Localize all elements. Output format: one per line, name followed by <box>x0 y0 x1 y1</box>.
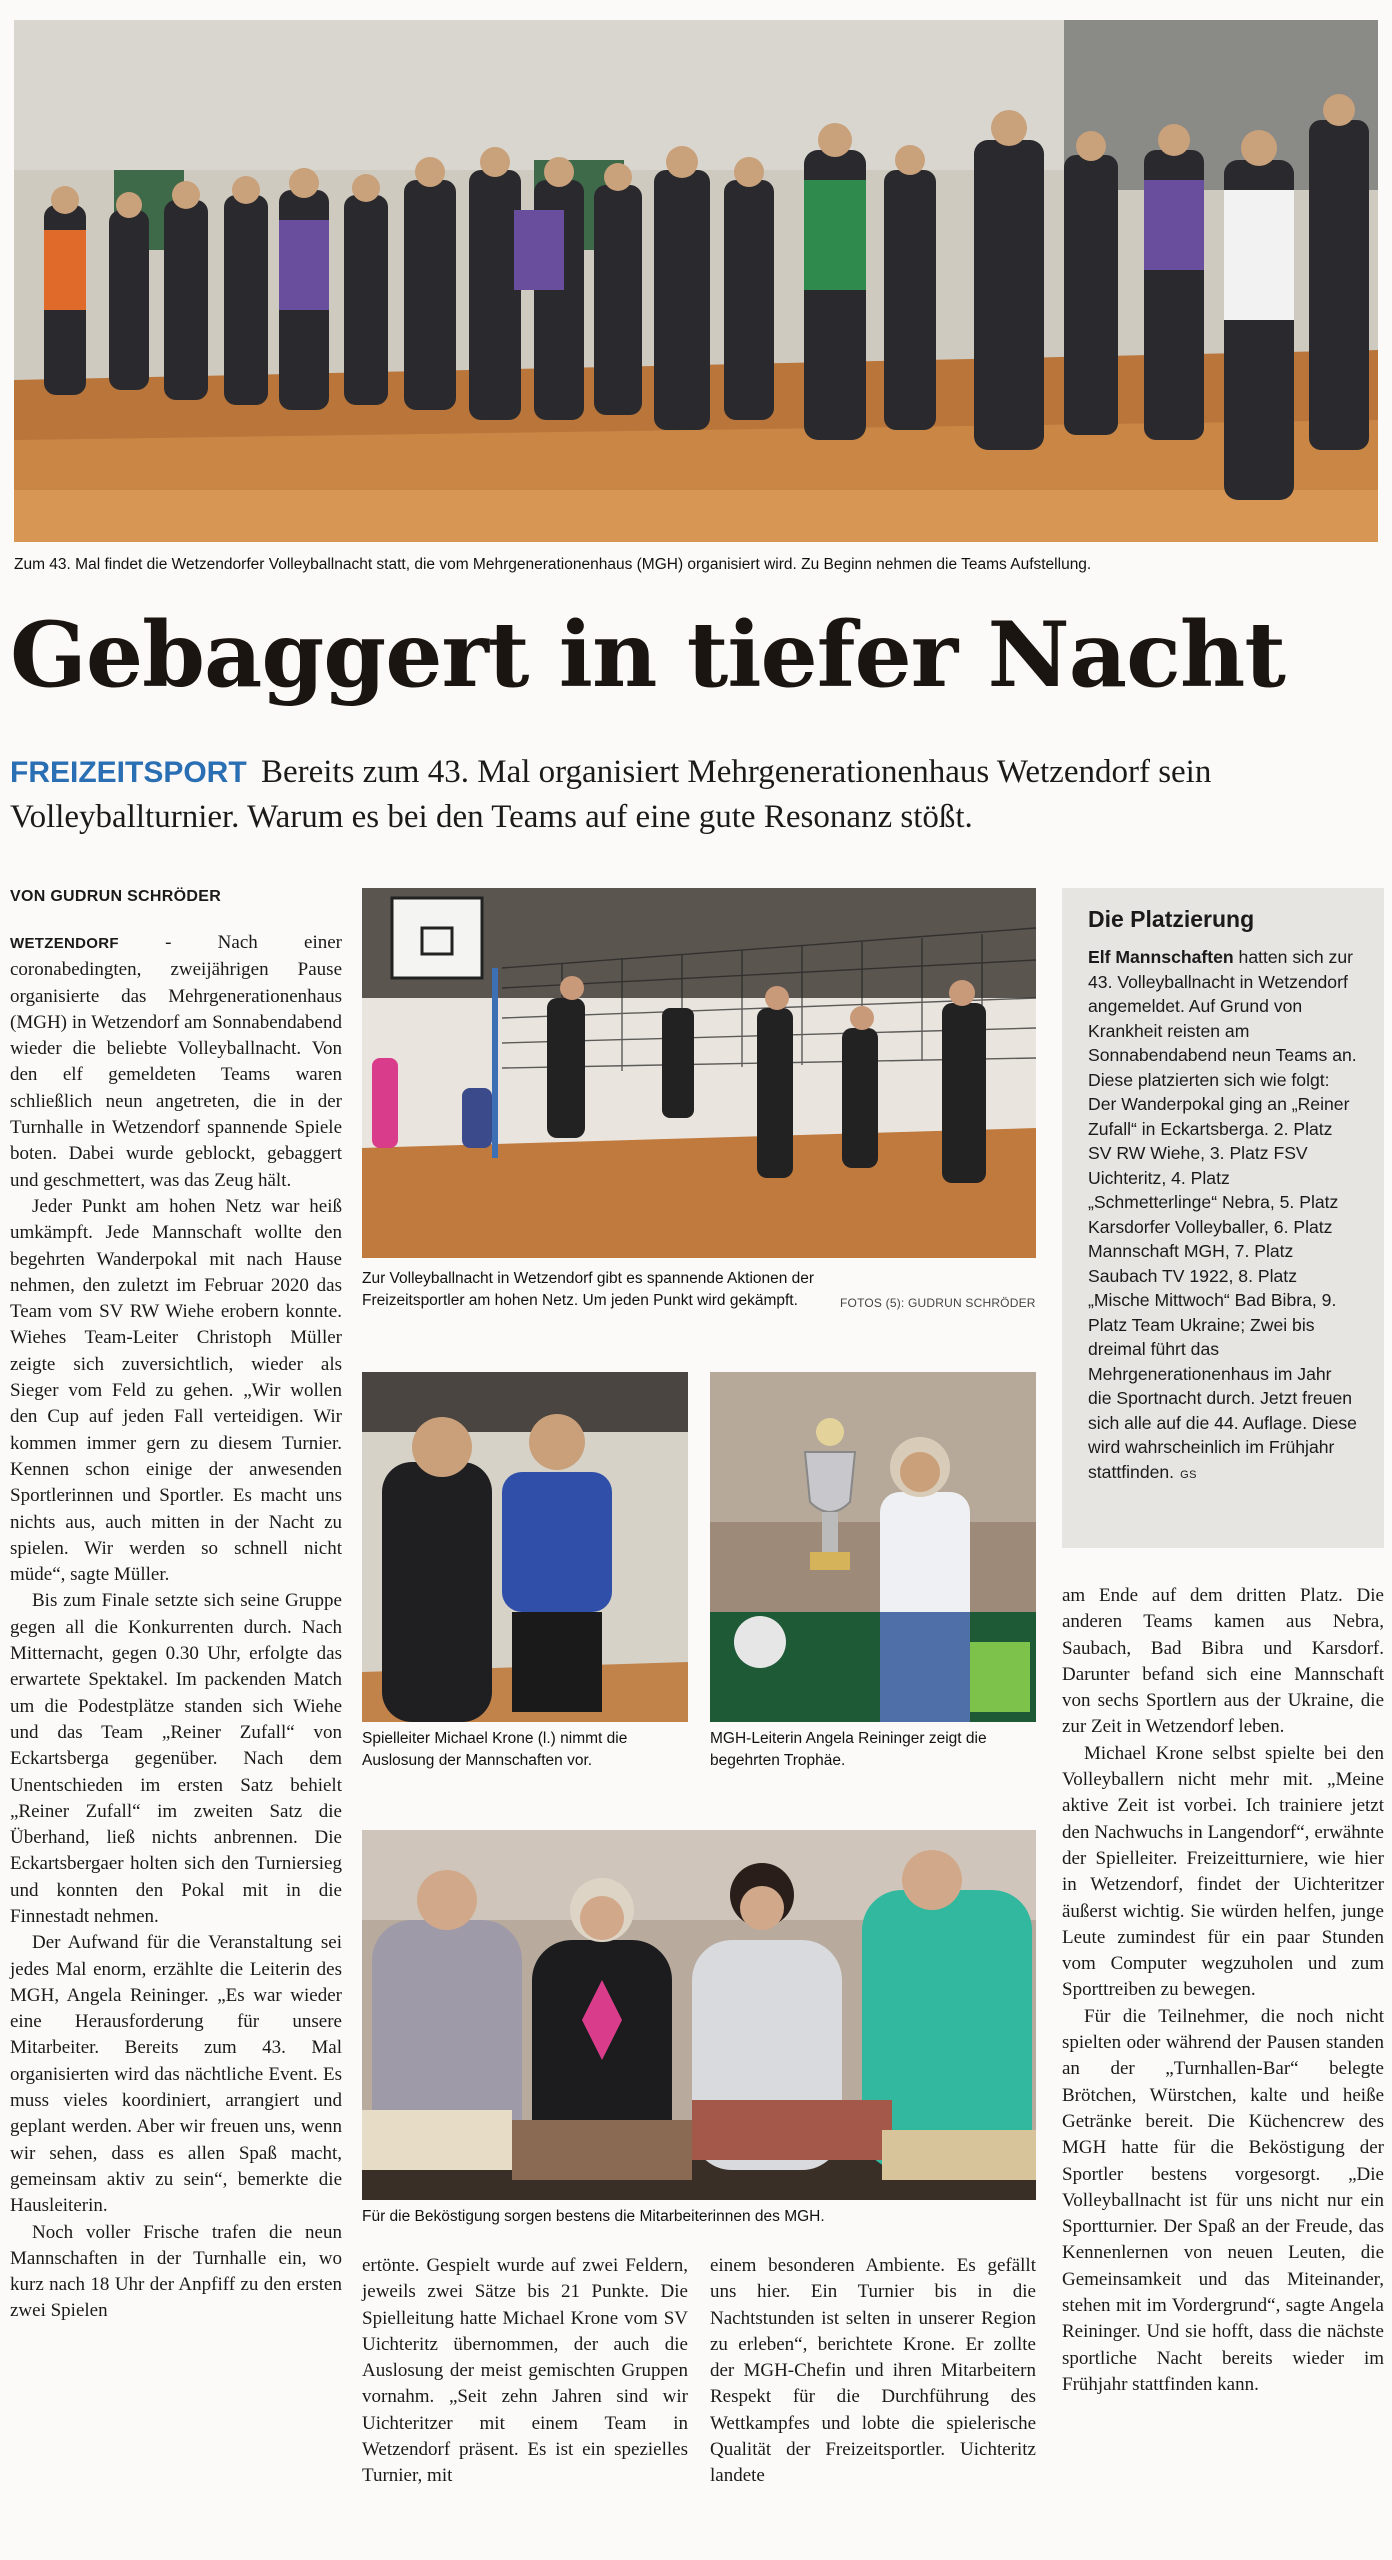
article-paragraph: Für die Teilnehmer, die noch nicht spielten oder während der Pausen standen an der „Turnhallen-Bar“ belegte Brötchen, Würstchen, kalte und heiße Getränke bereit. Die Küchencrew des MGH hatte für die Beköstigung der Sportler bestens vorgesorgt. „Die Volleyballnacht ist für uns nicht nur ein Sportturnier. Der Spaß an der Freude, das Kennenlernen von neuen Leuten, die Gemeinsamkeit und das Miteinander, stehen mit im Vordergrund“, sagte Angela Reininger. Und sie hofft, dass die nächste sportliche Nacht bereits wieder im Frühjahr stattfinden kann. <box>1062 2005 1384 2395</box>
author-initials: GS <box>1180 1468 1197 1481</box>
catering-photo-caption: Für die Beköstigung sorgen bestens die Mitarbeiterinnen des MGH. <box>362 2208 825 2225</box>
article-column-4 <box>1062 1583 1384 2398</box>
dateline: WETZENDORF <box>10 935 119 952</box>
trophy-photo-caption: MGH-Leiterin Angela Reininger zeigt die begehrten Trophäe. <box>710 1730 987 1769</box>
headline: Gebaggert in tiefer Nacht <box>10 602 1285 708</box>
article-paragraph: Jeder Punkt am hohen Netz war heiß umkämpft. Jede Mannschaft wollte den begehrten Wanderpokal mit nach Hause nehmen, den zuletzt im Februar 2020 das Team vom SV RW Wiehe erobern konnte. Wiehes Team-Leiter Christoph Müller zeigte sich zuversichtlich, wieder als Sieger vom Feld zu gehen. „Wir wollen den Cup auf jeden Fall verteidigen. Wir kommen immer gern zu diesem Turnier. Kennen schon einige der anwesenden Sportlerinnen und Sportler. Es macht uns nichts aus, auch mitten in der Nacht zu spielen. Wir werden so schnell nicht müde“, sagte Müller. <box>10 1195 342 1586</box>
draw-photo-caption: Spielleiter Michael Krone (l.) nimmt die Auslosung der Mannschaften vor. <box>362 1730 628 1769</box>
article-paragraph: Michael Krone selbst spielte bei den Volleyballern nicht mehr mit. „Meine aktive Zeit ist vorbei. Ich trainiere jetzt den Nachwuchs in Langendorf“, erwähnte der Spielleiter. Freizeitturniere, wie hier in Wetzendorf, findet der Uichteritzer äußerst wichtig. Sie würden helfen, junge Leute zumindest für ein paar Stunden vom Computer wegzuholen und zum Sporttreiben zu bewegen. <box>1062 1742 1384 2001</box>
article-paragraph: Noch voller Frische trafen die neun Mannschaften in der Turnhalle ein, wo kurz nach 18 Uhr der Anpfiff zu den ersten zwei Spielen <box>10 2221 342 2322</box>
subheadline <box>10 750 1380 839</box>
top-photo-caption: Zum 43. Mal findet die Wetzendorfer Volleyballnacht statt, die vom Mehrgenerationenhaus (MGH) organisiert wird. Zu Beginn nehmen die Teams Aufstellung. <box>14 556 1092 573</box>
catering-photo <box>362 1830 1036 2200</box>
placement-infobox <box>1062 888 1384 1548</box>
section-kicker: FREIZEITSPORT <box>10 756 247 789</box>
article-paragraph: ertönte. Gespielt wurde auf zwei Feldern, jeweils zwei Sätze bis 21 Punkte. Die Spielleitung hatte Michael Krone vom SV Uichteritz übernommen, der auch die Auslosung der meist gemischten Gruppen vornahm. „Seit zehn Jahren sind wir Uichteritzer mit einem Team in Wetzendorf präsent. Es ist ein spezielles Turnier, mit <box>362 2255 688 2487</box>
article-paragraph: Bis zum Finale setzte sich seine Gruppe gegen all die Konkurrenten durch. Nach Mitternacht, gegen 0.30 Uhr, erfolgte das erwartete Spektakel. Im packenden Match um die Podestplätze standen sich Wiehe und das Team „Reiner Zufall“ von Eckartsberga gegenüber. Nach dem Unentschieden im ersten Satz behielt „Reiner Zufall“ im zweiten Satz die Überhand, ließ nichts anbrennen. Die Eckartsbergaer holten sich den Turniersieg und konnten den Pokal mit in die Finnestadt nehmen. <box>10 1590 342 1927</box>
byline: VON GUDRUN SCHRÖDER <box>10 888 222 905</box>
article-paragraph: am Ende auf dem dritten Platz. Die anderen Teams kamen aus Nebra, Saubach, Bad Bibra und Karsdorf. Darunter befand sich eine Mannschaft von sechs Sportlern aus der Ukraine, die zur Zeit in Wetzendorf leben. <box>1062 1585 1384 1738</box>
article-column-3 <box>710 2253 1036 2490</box>
article-paragraph: einem besonderen Ambiente. Es gefällt uns hier. Ein Turnier bis in die Nachtstunden ist selten in unserer Region zu erleben“, berichtete Krone. Er zollte der MGH-Chefin und ihren Mitarbeitern Respekt für die Durchführung des Wettkampfes und lobte die spielerische Qualität der Freizeitsportler. Uichteritz landete <box>710 2255 1036 2487</box>
article-paragraph: WETZENDORF - Nach einer coronabedingten, zweijährigen Pause organisierte das Mehrgenerationenhaus (MGH) in Wetzendorf am Sonnabendabend wieder die beliebte Volleyballnacht. Von den elf gemeldeten Teams waren schließlich neun angetreten, die in der Turnhalle in Wetzendorf spannende Spiele boten. Dabei wurde geblockt, gebaggert und geschmettert, was das Zeug hält. <box>10 932 343 1191</box>
volleyball-net-photo <box>362 888 1036 1258</box>
article-paragraph: Der Aufwand für die Veranstaltung sei jedes Mal enorm, erzählte die Leiterin des MGH, Angela Reininger. „Es war wieder eine Herausforderung für unsere Mitarbeiter. Bereits zum 43. Mal organisierten wird das nächtliche Event. Es muss vieles koordiniert, arrangiert und geplant werden. Aber wir freuen uns, wenn wir sehen, dass es allen Spaß macht, gemeinsam aktiv zu sein“, bemerkte die Hausleiterin. <box>10 1932 342 2217</box>
article-column-2 <box>362 2253 688 2490</box>
net-photo-caption: Zur Volleyballnacht in Wetzendorf gibt es spannende Aktionen der Freizeitsportler am hohen Netz. Um jeden Punkt wird gekämpft. <box>362 1270 815 1309</box>
photo-credit: FOTOS (5): GUDRUN SCHRÖDER <box>840 1296 1036 1310</box>
infobox-title: Die Platzierung <box>1088 906 1255 932</box>
article-column-1 <box>10 930 342 2325</box>
draw-photo <box>362 1372 688 1722</box>
trophy-photo <box>710 1372 1036 1722</box>
infobox-text: Elf Mannschaften hatten sich zur 43. Volleyballnacht in Wetzendorf angemeldet. Auf Grund von Krankheit reisten am Sonnabendabend neun Teams an. Diese platzierten sich wie folgt: Der Wanderpokal ging an „Reiner Zufall“ in Eckartsberga. 2. Platz SV RW Wiehe, 3. Platz FSV Uichteritz, 4. Platz „Schmetterlinge“ Nebra, 5. Platz Karsdorfer Volleyballer, 6. Platz Mannschaft MGH, 7. Platz Saubach TV 1922, 8. Platz „Mische Mittwoch“ Bad Bibra, 9. Platz Team Ukraine; Zwei bis dreimal führt das Mehrgenerationenhaus im Jahr die Sportnacht durch. Jetzt freuen sich alle auf die 44. Auflage. Diese wird wahrscheinlich im Frühjahr stattfinden. GS <box>1088 947 1357 1482</box>
team-lineup-photo <box>14 20 1378 542</box>
subheadline-text: Bereits zum 43. Mal organisiert Mehrgenerationenhaus Wetzendorf sein Volleyballturnier. Warum es bei den Teams auf eine gute Resonanz stößt. <box>10 754 1212 835</box>
